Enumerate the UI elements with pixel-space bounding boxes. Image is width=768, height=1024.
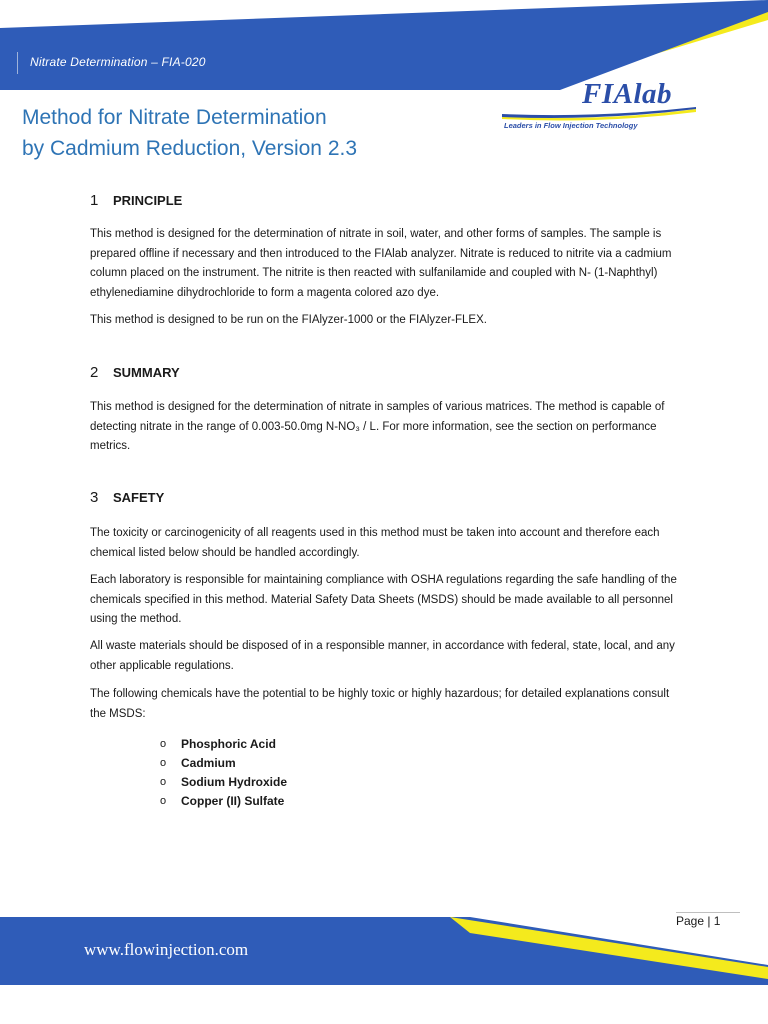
list-item-text: Phosphoric Acid [181, 737, 276, 751]
title-line-1: Method for Nitrate Determination [22, 106, 327, 129]
paragraph: All waste materials should be disposed of in a responsible manner, in accordance with federal, state, local, and any other applicable regulations. [90, 640, 675, 672]
chemical-list [160, 735, 287, 811]
list-item [160, 754, 287, 773]
section-heading-safety [90, 489, 164, 506]
bullet-marker: o [160, 776, 167, 788]
section-title: SUMMARY [113, 365, 180, 380]
header-divider [17, 52, 18, 74]
section-heading-principle [90, 192, 182, 209]
paragraph: This method is designed for the determination of nitrate in samples of various matrices. The method is capable of detecting nitrate in the range of 0.003-50.0mg N-NO₃ / L. For more information, see the section on performance metrics. [90, 401, 665, 452]
bullet-marker: o [160, 738, 167, 750]
paragraph: This method is designed to be run on the FIAlyzer-1000 or the FIAlyzer-FLEX. [90, 314, 487, 326]
list-item [160, 735, 287, 754]
bullet-marker: o [160, 757, 167, 769]
section-heading-summary [90, 364, 180, 381]
paragraph: The following chemicals have the potential to be highly toxic or highly hazardous; for detailed explanations consult the MSDS: [90, 688, 670, 720]
bullet-marker: o [160, 795, 167, 807]
page-number: Page | 1 [676, 914, 721, 928]
paragraph: This method is designed for the determination of nitrate in soil, water, and other forms of samples. The sample is prepared offline if necessary and then introduced to the FIAlab analyzer. Nitrate is reduced to nitrite via a cadmium column placed on the instrument. The nitrite is then reacted with sulfanilamide and coupled with N- (1-Naphthyl) ethylenediamine dihydrochloride to form a magenta colored azo dye. [90, 228, 672, 299]
list-item [160, 773, 287, 792]
logo-tagline: Leaders in Flow Injection Technology [504, 121, 638, 130]
section-number: 3 [90, 489, 99, 506]
footer-url-link[interactable]: www.flowinjection.com [84, 940, 249, 959]
list-item-text: Cadmium [181, 756, 236, 770]
title-line-2: by Cadmium Reduction, Version 2.3 [22, 137, 358, 160]
list-item-text: Copper (II) Sulfate [181, 794, 285, 808]
logo-wordmark: FIAlab [582, 78, 673, 110]
page-title [22, 102, 452, 164]
section-title: SAFETY [113, 490, 165, 505]
paragraph: Each laboratory is responsible for maintaining compliance with OSHA regulations regarding the safe handling of the chemicals specified in this method. Material Safety Data Sheets (MSDS) should be made available to all personnel using the method. [90, 574, 677, 625]
list-item [160, 792, 287, 811]
page-number-rule [676, 912, 740, 913]
header-blue-band [0, 0, 768, 90]
section-title: PRINCIPLE [113, 193, 183, 208]
fialab-logo [500, 78, 700, 136]
running-title: Nitrate Determination – FIA-020 [30, 55, 206, 69]
logo-swoosh-icon [500, 106, 700, 122]
section-number: 2 [90, 364, 99, 381]
paragraph: The toxicity or carcinogenicity of all reagents used in this method must be taken into account and therefore each chemical listed below should be handled accordingly. [90, 527, 660, 559]
list-item-text: Sodium Hydroxide [181, 775, 288, 789]
footer-banner [0, 905, 768, 1024]
section-number: 1 [90, 192, 99, 209]
